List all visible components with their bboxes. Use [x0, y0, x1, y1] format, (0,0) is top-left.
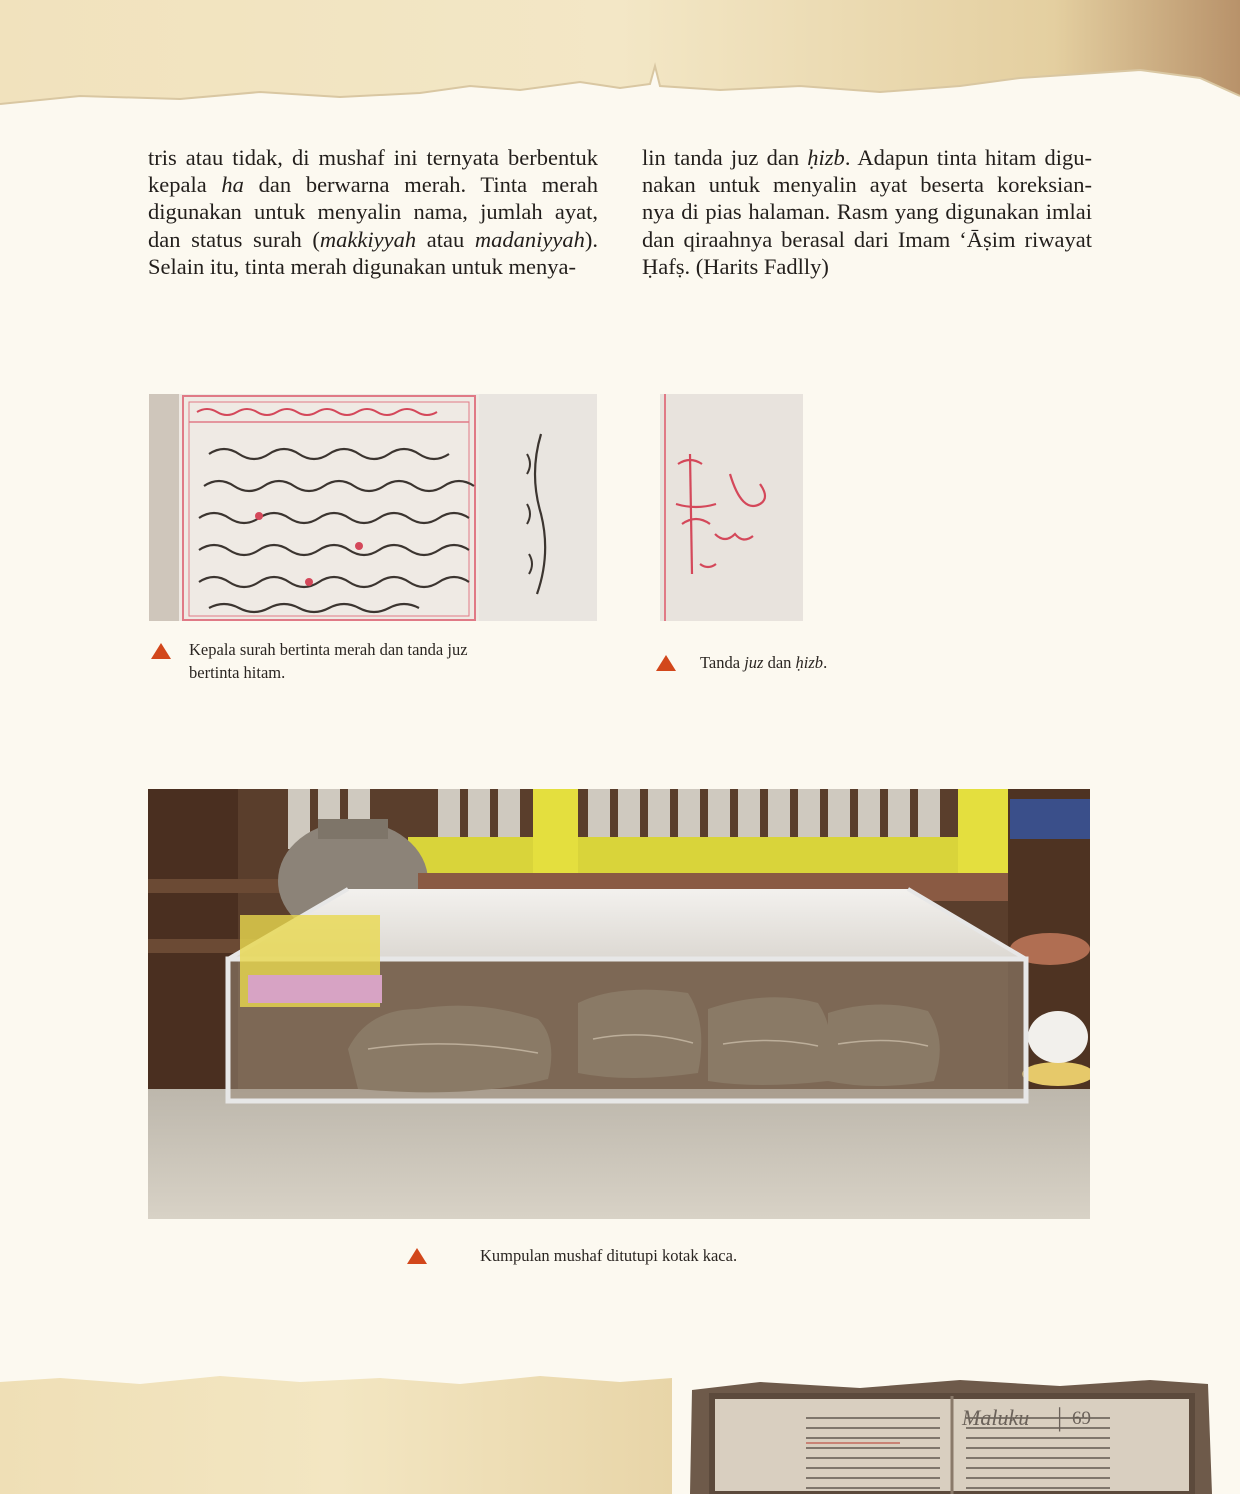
- manuscript-surah-heading-photo: [149, 394, 597, 621]
- text-line: [148, 171, 598, 198]
- text-run: . Adapun tinta hitam digu-: [844, 145, 1092, 170]
- caption-glass-case: Kumpulan mushaf ditutupi kotak kaca.: [480, 1246, 738, 1265]
- running-footer-region: Maluku: [962, 1405, 1030, 1430]
- torn-paper-header: [0, 0, 1240, 112]
- juz-hizb-marks-photo: [660, 394, 803, 621]
- text-run: .: [823, 653, 828, 672]
- text-line: [642, 198, 1092, 225]
- footer-separator: |: [1057, 1403, 1063, 1432]
- italic-term: ḥizb: [807, 145, 845, 170]
- text-run: dan qiraahnya berasal dari Imam ‘Āṣim riwayat: [642, 226, 1092, 252]
- text-line: [148, 253, 598, 280]
- text-run: dan: [763, 653, 796, 672]
- text-line: [148, 226, 598, 253]
- caption-line: Kepala surah bertinta merah dan tanda juz: [189, 640, 468, 659]
- text-run: Selain itu, tinta merah digunakan untuk menya-: [148, 253, 577, 279]
- text-run: nakan untuk menyalin ayat beserta koreksian-: [642, 172, 1092, 198]
- text-line: [148, 198, 598, 225]
- caption-line: bertinta hitam.: [189, 663, 286, 682]
- text-line: [642, 144, 1092, 171]
- mushaf-glass-case-photo: [148, 789, 1090, 1219]
- caption-surah-heading: [189, 638, 468, 684]
- italic-term: ha: [221, 172, 244, 198]
- text-run: ).: [584, 226, 599, 252]
- text-run: dan status surah (: [148, 226, 320, 252]
- text-line: [642, 253, 1092, 280]
- text-run: Ḥafṣ. (Harits Fadlly): [642, 253, 829, 279]
- italic-term: makkiyyah: [319, 226, 417, 252]
- italic-term: ḥizb: [795, 653, 824, 672]
- caption-juz-hizb: [700, 651, 827, 674]
- text-line: [642, 171, 1092, 198]
- caption-marker-icon: [151, 643, 171, 659]
- text-line: [642, 226, 1092, 253]
- caption-marker-icon: [407, 1248, 427, 1264]
- italic-term: madaniyyah: [474, 226, 585, 252]
- text-line: [148, 144, 598, 171]
- body-text-right-column: [642, 144, 1092, 280]
- torn-paper-footer: [0, 1370, 1240, 1494]
- text-run: atau: [416, 226, 475, 252]
- text-run: digunakan untuk menyalin nama, jumlah ayat,: [148, 199, 598, 225]
- text-run: nya di pias halaman. Rasm yang digunakan imlai: [642, 199, 1092, 225]
- text-run: tris atau tidak, di mushaf ini ternyata berbentuk: [148, 145, 598, 170]
- text-run: Tanda: [700, 653, 745, 672]
- text-run: kepala: [148, 172, 222, 198]
- text-run: lin tanda juz dan: [642, 145, 808, 170]
- caption-marker-icon: [656, 655, 676, 671]
- body-text-left-column: [148, 144, 598, 280]
- page-number: 69: [1072, 1408, 1091, 1429]
- text-run: dan berwarna merah. Tinta merah: [243, 172, 598, 198]
- italic-term: juz: [744, 653, 764, 672]
